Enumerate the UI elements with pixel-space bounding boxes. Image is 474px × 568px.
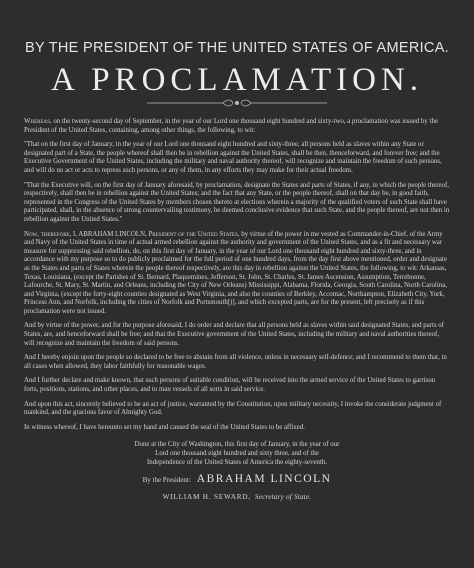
scroll-ornament-icon (0, 98, 474, 108)
paragraph-enjoin: And I hereby enjoin upon the people so declared to be free to abstain from all violence, unless in necessary self-defence; and I recommend to them that, in all cases when allowed, they labor faithfully for reasonable wages. (24, 354, 447, 370)
secretary-title: Secretary of State. (254, 492, 312, 501)
paragraph-justice: And upon this act, sincerely believed to be an act of justice, warranted by the Constitution, upon military necessity, I invoke the considerate judgment of mankind, and the gracious favor of Almighty God. (24, 400, 442, 417)
president-title: President of the United States (148, 230, 238, 238)
paragraph-whereas (24, 118, 450, 135)
paragraph-witness: In witness whereof, I have hereunto set my hand and caused the seal of the United States to be affixed. (24, 423, 305, 431)
paragraph-lead: Whereas, (24, 118, 52, 125)
closing-line: Lord one thousand eight hundred and sixty three, and of the (155, 450, 319, 457)
signature-prefix: By the President: (142, 476, 191, 485)
paragraph-quote-1: "That on the first day of January, in the year of our Lord one thousand eight hundred and sixty-three, all persons held as slaves within any State or designated part of a State, the people whereof shall then be in rebellion against the United States, shall be then, thenceforward, and forever free; and the Executive Government of the United States, including the military and naval authority thereof, will recognize and maintain the freedom of such persons, and will do no act or acts to repress such persons, or any of them, in any efforts they may make for their actual freedom. (24, 141, 442, 174)
paragraph-lead: Now, therefore, (24, 230, 72, 238)
paragraph-text: I, ABRAHAM LINCOLN, (71, 230, 149, 238)
paragraph-quote-2: "That the Executive will, on the first day of January aforesaid, by proclamation, designate the States and parts of States, if any, in which the people thereof, respectively, shall then be in rebellion against the United States; and the fact that any State, or the people thereof, shall on that day be, in good faith, represented in the Congress of the United States by members chosen thereto at elections wherein a majority of the qualified voters of such State shall have participated, shall, in the absence of strong countervailing testimony, be deemed conclusive evidence that such State, and the people thereof, are not then in rebellion against the United States." (24, 181, 450, 223)
paragraph-text: on the twenty-second day of September, in the year of our Lord one thousand eight hundred and sixty-two, a proclamation was issued by the President of the United States, containing, among other things, the following, to wit: (24, 118, 438, 134)
paragraph-text: , by virtue of the power in me vested as Commander-in-Chief, of the Army and Navy of the United States in time of actual armed rebellion against the authority and government of the United States, and as a fit and necessary war measure for suppressing said rebellion, do, on this first day of January, in the year of our Lord one thousand eight hundred and sixty-three, and in accordance with my purpose so to do publicly proclaimed for the full period of one hundred days, from the day first above mentioned, order and designate as the States and parts of States wherein the people thereof respectively, are this day in rebellion against the United States, the following, to wit: Arkansas, Texas, Louisiana, (except the Parishes of St. Bernard, Plaquemines, Jefferson, St. John, St. Charles, St. James Ascension, Assumption, Terrebonne, Lafourche, St. Mary, St. Martin, and Orleans, including the City of New Orleans) Mississippi, Alabama, Florida, Georgia, South Carolina, North Carolina, and Virginia, (except the forty-eight counties designated as West Virginia, and also the counties of Berkley, Accomac, Northampton, Elizabeth City, York, Princess Ann, and Norfolk, including the cities of Norfolk and Portsmouth[)], and which excepted parts, are for the present, left precisely as if this proclamation were not issued. (24, 230, 447, 315)
secretary-name: WILLIAM H. SEWARD, (162, 492, 251, 501)
closing-line: Independence of the United States of America the eighty-seventh. (147, 458, 327, 466)
paragraph-now-therefore (24, 231, 450, 317)
paragraph-armed-service: And I further declare and make known, that such persons of suitable condition, will be received into the armed service of the United States to garrison forts, positions, stations, and other places, and to man vessels of all sorts in said service. (24, 377, 436, 394)
closing-block (24, 441, 450, 467)
signature-name: ABRAHAM LINCOLN (196, 473, 332, 486)
president-signature (24, 475, 450, 486)
closing-line: Done at the City of Washington, this first day of January, in the year of our (134, 441, 340, 449)
paragraph-order: And by virtue of the power, and for the purpose aforesaid, I do order and declare that all persons held as slaves within said designated States, and parts of States, are, and henceforward shall be free; and that the Executive government of the United States, including the military and naval authorities thereof, will recognize and maintain the freedom of said persons. (24, 322, 444, 347)
header-line: BY THE PRESIDENT OF THE UNITED STATES OF AMERICA. (25, 40, 449, 56)
page-title: A PROCLAMATION. (50, 62, 424, 98)
proclamation-body (24, 118, 450, 501)
secretary-signature (24, 493, 450, 502)
